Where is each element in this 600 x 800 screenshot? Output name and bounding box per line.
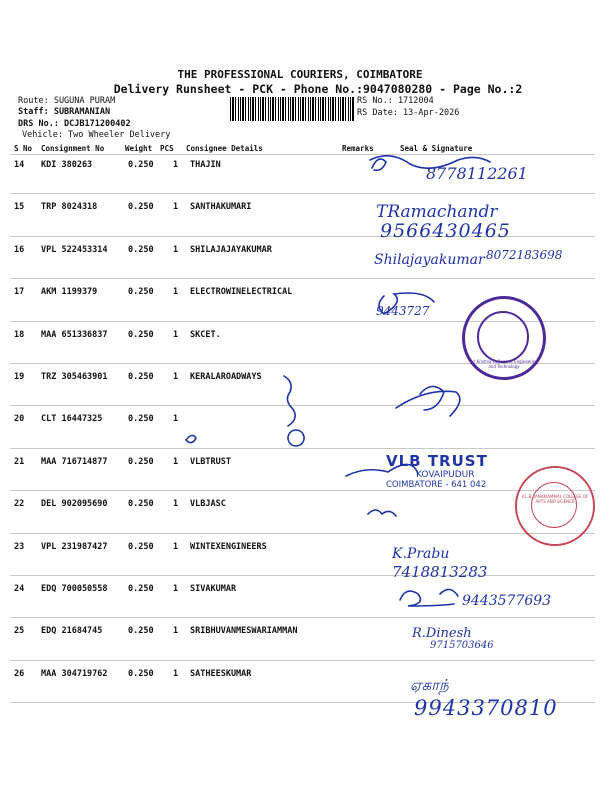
vehicle-label: Vehicle: Two Wheeler Delivery: [22, 130, 171, 140]
row-consignment: MAA 716714877: [41, 456, 108, 467]
row-consignment: TRZ 305463901: [41, 372, 108, 382]
row-consignment: EDQ 21684745: [41, 626, 103, 637]
row-pcs: 1: [173, 372, 179, 382]
row-weight: 0.250: [128, 499, 154, 510]
row-weight: 0.250: [128, 414, 154, 425]
row-consignment: VPL 522453314: [41, 244, 108, 255]
skcet-seal-stamp: Sri Krishna College of Engineering and Technology: [462, 296, 546, 380]
row-pcs: 1: [173, 499, 179, 510]
row-consignment: DEL 902095690: [41, 499, 108, 510]
row-consignment: VPL 231987427: [41, 541, 108, 552]
row-consignment: MAA 651336837: [41, 329, 108, 340]
col-seal: Seal & Signature: [400, 144, 473, 153]
col-pcs: PCS: [160, 144, 174, 153]
row-sno: 14: [14, 160, 25, 170]
runsheet-subtitle: Delivery Runsheet - PCK - Phone No.:9047080280 - Page No.:2: [113, 82, 523, 96]
rs-number: RS No.: 1712004: [357, 96, 434, 106]
col-consignee: Consignee Details: [186, 144, 263, 153]
row-sno: 25: [14, 626, 25, 637]
row-pcs: 1: [173, 329, 179, 340]
hw-name-23: K.Prabu: [392, 546, 450, 562]
hw-name-26: ஏகாந்: [410, 676, 449, 694]
row-sno: 18: [14, 329, 25, 340]
row-consignee: WINTEXENGINEERS: [190, 541, 267, 552]
col-remarks: Remarks: [342, 144, 374, 153]
rs-date: RS Date: 13-Apr-2026: [357, 108, 460, 118]
row-consignee: SKCET.: [190, 329, 221, 340]
row-pcs: 1: [173, 244, 179, 255]
hw-phone-15: 9566430465: [380, 220, 511, 242]
hw-phone-17: 9443727: [376, 304, 430, 318]
row-consignment: MAA 304719762: [41, 668, 108, 679]
row-weight: 0.250: [128, 626, 154, 637]
row-sno: 26: [14, 668, 25, 679]
col-sno: S No: [14, 144, 33, 153]
row-consignee: ELECTROWINELECTRICAL: [190, 287, 293, 298]
row-weight: 0.250: [128, 329, 154, 340]
drs-label: DRS No.: DCJB171200402: [18, 119, 131, 129]
company-title: THE PROFESSIONAL COURIERS, COIMBATORE: [177, 68, 423, 81]
row-sno: 19: [14, 372, 25, 382]
row-consignee: KERALAROADWAYS: [190, 372, 262, 382]
hw-phone-16: 8072183698: [486, 248, 563, 262]
hw-name-25: R.Dinesh: [412, 626, 472, 641]
row-pcs: 1: [173, 287, 179, 298]
row-pcs: 1: [173, 541, 179, 552]
row-pcs: 1: [173, 414, 179, 425]
staff-label: Staff: SUBRAMANIAN: [18, 107, 111, 117]
row-consignee: VLBTRUST: [190, 456, 231, 467]
hw-phone-24: 9443577693: [462, 593, 552, 609]
row-sno: 16: [14, 244, 25, 255]
row-weight: 0.250: [128, 244, 154, 255]
row-consignee: SANTHAKUMARI: [190, 202, 252, 213]
row-pcs: 1: [173, 202, 179, 213]
row-consignment: EDQ 700050558: [41, 584, 108, 594]
row-weight: 0.250: [128, 668, 154, 679]
row-sno: 20: [14, 414, 25, 425]
row-weight: 0.250: [128, 287, 154, 298]
hw-phone-23: 7418813283: [392, 563, 488, 581]
row-sno: 22: [14, 499, 25, 510]
row-consignee: SATHEESKUMAR: [190, 668, 252, 679]
row-pcs: 1: [173, 160, 179, 170]
row-consignment: KDI 380263: [41, 160, 93, 170]
hw-name-15: TRamachandr: [376, 202, 498, 222]
row-sno: 15: [14, 202, 25, 213]
hw-phone-26: 9943370810: [414, 696, 558, 720]
row-consignment: AKM 1199379: [41, 287, 98, 298]
row-consignment: TRP 8024318: [41, 202, 98, 213]
row-sno: 24: [14, 584, 25, 594]
row-weight: 0.250: [128, 541, 154, 552]
vlbjasc-seal-stamp: V.L.B. JANAKIAMMAL COLLEGE OF ARTS AND SCIENCE: [515, 466, 595, 546]
col-consignment: Consignment No: [41, 144, 105, 153]
row-consignee: THAJIN: [190, 160, 221, 170]
vlb-trust-stamp: VLB TRUST KOVAIPUDUR COIMBATORE - 641 042: [386, 452, 488, 490]
hw-phone-14: 8778112261: [426, 164, 528, 183]
row-consignee: VLBJASC: [190, 499, 226, 510]
row-sno: 21: [14, 456, 25, 467]
row-consignee: SHILAJAJAYAKUMAR: [190, 244, 272, 255]
row-pcs: 1: [173, 626, 179, 637]
row-sno: 23: [14, 541, 25, 552]
row-weight: 0.250: [128, 584, 154, 594]
row-weight: 0.250: [128, 202, 154, 213]
row-weight: 0.250: [128, 160, 154, 170]
row-pcs: 1: [173, 584, 179, 594]
row-pcs: 1: [173, 668, 179, 679]
route-label: Route: SUGUNA PURAM: [18, 96, 116, 106]
row-weight: 0.250: [128, 372, 154, 382]
col-weight: Weight: [125, 144, 153, 153]
hw-phone-25: 9715703646: [430, 640, 494, 651]
row-pcs: 1: [173, 456, 179, 467]
row-sno: 17: [14, 287, 25, 298]
row-weight: 0.250: [128, 456, 154, 467]
row-consignee: SRIBHUVANMESWARIAMMAN: [190, 626, 298, 637]
row-consignment: CLT 16447325: [41, 414, 103, 425]
hw-name-16: Shilajayakumar: [374, 252, 485, 268]
row-consignee: SIVAKUMAR: [190, 584, 237, 594]
